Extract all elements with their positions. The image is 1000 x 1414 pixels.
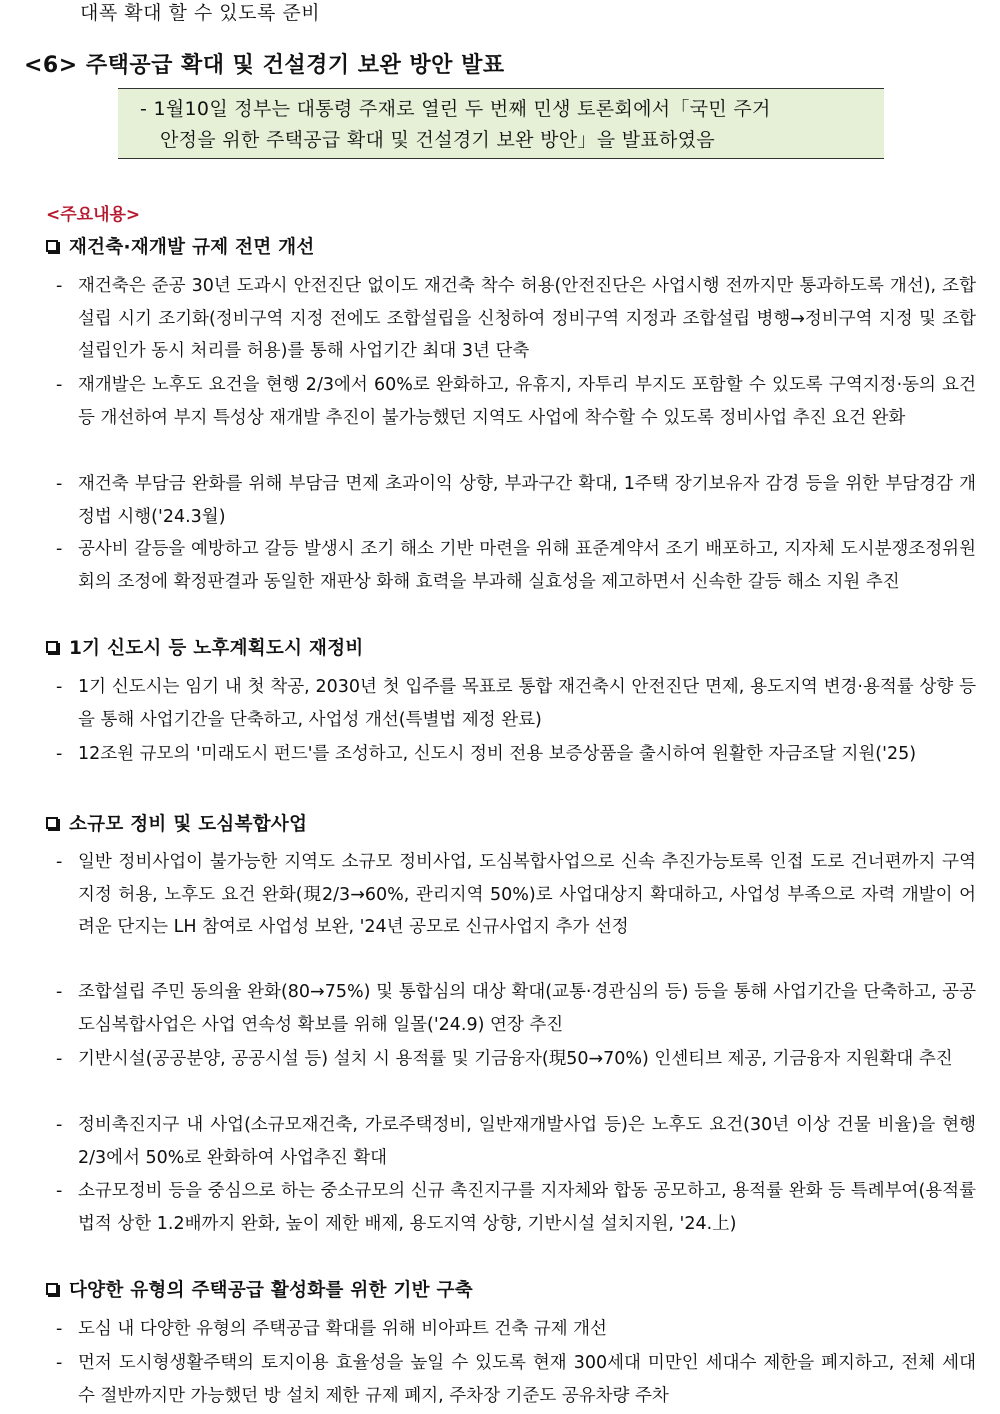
checkbox-square-icon — [46, 240, 58, 252]
list-item — [56, 1175, 976, 1240]
list-item-text: 1기 신도시는 임기 내 첫 착공, 2030년 첫 입주를 목표로 통합 재건축시 안전진단 면제, 용도지역 변경·용적률 상향 등을 통해 사업기간을 단축하고, 사업성 개선(특별법 제정 완료) — [78, 677, 976, 730]
dash-marker: - — [56, 474, 63, 494]
list-item — [56, 533, 976, 598]
main-content-label: <주요내용> — [46, 205, 141, 225]
dash-marker: - — [56, 1049, 63, 1069]
list-item — [56, 270, 976, 368]
heading-text: 다양한 유형의 주택공급 활성화를 위한 기반 구축 — [69, 1280, 473, 1301]
list-item-text: 기반시설(공공분양, 공공시설 등) 설치 시 용적률 및 기금융자(現50→70%) 인센티브 제공, 기금융자 지원확대 추진 — [78, 1049, 953, 1069]
list-item — [56, 671, 976, 736]
heading-text: 소규모 정비 및 도심복합사업 — [69, 814, 308, 835]
list-item-text: 재건축은 준공 30년 도과시 안전진단 없이도 재건축 착수 허용(안전진단은 사업시행 전까지만 통과하도록 개선), 조합설립 시기 조기화(정비구역 지정 전에도 조합설립을 신청하여 정비구역 지정과 조합설립 병행→정비구역 지정 및 조합 설립인가 동시 처리를 허용)를 통해 사업기간 최대 3년 단축 — [78, 276, 976, 361]
list-item-text: 도심 내 다양한 유형의 주택공급 확대를 위해 비아파트 건축 규제 개선 — [78, 1319, 607, 1339]
summary-line-1: - 1월10일 정부는 대통령 주재로 열린 두 번째 민생 토론회에서「국민 주거 — [140, 98, 771, 120]
heading-text: 1기 신도시 등 노후계획도시 재정비 — [69, 638, 364, 659]
dash-marker: - — [56, 539, 63, 559]
list-item — [56, 1043, 976, 1076]
checkbox-square-icon — [46, 1283, 58, 1295]
section-heading-housing-supply — [46, 1276, 473, 1302]
dash-marker: - — [56, 982, 63, 1002]
list-item-text: 먼저 도시형생활주택의 토지이용 효율성을 높일 수 있도록 현재 300세대 미만인 세대수 제한을 폐지하고, 전체 세대 수 절반까지만 가능했던 방 설치 제한 규제 폐지, 주차장 기준도 공유차량 주차 — [78, 1353, 976, 1406]
dash-marker: - — [56, 1181, 63, 1201]
dash-marker: - — [56, 852, 63, 872]
list-item-text: 공사비 갈등을 예방하고 갈등 발생시 조기 해소 기반 마련을 위해 표준계약서 조기 배포하고, 지자체 도시분쟁조정위원회의 조정에 확정판결과 동일한 재판상 화해 효력을 부과해 실효성을 제고하면서 신속한 갈등 해소 지원 추진 — [78, 539, 976, 592]
summary-box — [118, 88, 884, 159]
heading-text: 재건축·재개발 규제 전면 개선 — [69, 237, 315, 258]
list-item-text: 일반 정비사업이 불가능한 지역도 소규모 정비사업, 도심복합사업으로 신속 추진가능토록 인접 도로 건너편까지 구역지정 허용, 노후도 요건 완화(現2/3→60%, 관리지역 50%)로 사업대상지 확대하고, 사업성 부족으로 자력 개발이 어려운 단지는 LH 참여로 사업성 보완, '24년 공모로 신규사업지 추가 선정 — [78, 852, 976, 937]
dash-marker: - — [56, 677, 63, 697]
list-item-text: 정비촉진지구 내 사업(소규모재건축, 가로주택정비, 일반재개발사업 등)은 노후도 요건(30년 이상 건물 비율)을 현행 2/3에서 50%로 완화하여 사업추진 확대 — [78, 1115, 976, 1168]
section-title: <6> 주택공급 확대 및 건설경기 보완 방안 발표 — [24, 53, 505, 78]
list-item — [56, 738, 976, 771]
dash-marker: - — [56, 1115, 63, 1135]
dash-marker: - — [56, 1353, 63, 1373]
checkbox-square-icon — [46, 817, 58, 829]
list-item — [56, 1313, 976, 1346]
section-heading-small-scale — [46, 810, 307, 836]
section-heading-redevelopment — [46, 233, 315, 259]
list-item — [56, 369, 976, 434]
list-item — [56, 846, 976, 944]
list-item-text: 재건축 부담금 완화를 위해 부담금 면제 초과이익 상향, 부과구간 확대, 1주택 장기보유자 감경 등을 위한 부담경감 개정법 시행('24.3월) — [78, 474, 976, 527]
checkbox-square-icon — [46, 641, 58, 653]
dash-marker: - — [56, 375, 63, 395]
list-item — [56, 468, 976, 533]
list-item-text: 조합설립 주민 동의율 완화(80→75%) 및 통합심의 대상 확대(교통·경관심의 등) 등을 통해 사업기간을 단축하고, 공공 도심복합사업은 사업 연속성 확보를 위해 일몰('24.9) 연장 추진 — [78, 982, 976, 1035]
list-item-text: 재개발은 노후도 요건을 현행 2/3에서 60%로 완화하고, 유휴지, 자투리 부지도 포함할 수 있도록 구역지정·동의 요건 등 개선하여 부지 특성상 재개발 추진이 불가능했던 지역도 사업에 착수할 수 있도록 정비사업 추진 요건 완화 — [78, 375, 976, 428]
summary-line-2: 안정을 위한 주택공급 확대 및 건설경기 보완 방안」을 발표하였음 — [160, 129, 716, 151]
dash-marker: - — [56, 1319, 63, 1339]
list-item — [56, 976, 976, 1041]
continued-text-line: 대폭 확대 할 수 있도록 준비 — [80, 2, 321, 24]
dash-marker: - — [56, 744, 63, 764]
list-item — [56, 1109, 976, 1174]
section-heading-new-towns — [46, 634, 364, 660]
dash-marker: - — [56, 276, 63, 296]
list-item-text: 12조원 규모의 '미래도시 펀드'를 조성하고, 신도시 정비 전용 보증상품을 출시하여 원활한 자금조달 지원('25) — [78, 744, 917, 764]
list-item — [56, 1347, 976, 1412]
list-item-text: 소규모정비 등을 중심으로 하는 중소규모의 신규 촉진지구를 지자체와 합동 공모하고, 용적률 완화 등 특례부여(용적률 법적 상한 1.2배까지 완화, 높이 제한 배제, 용도지역 상향, 기반시설 설치지원, '24.上) — [78, 1181, 976, 1234]
